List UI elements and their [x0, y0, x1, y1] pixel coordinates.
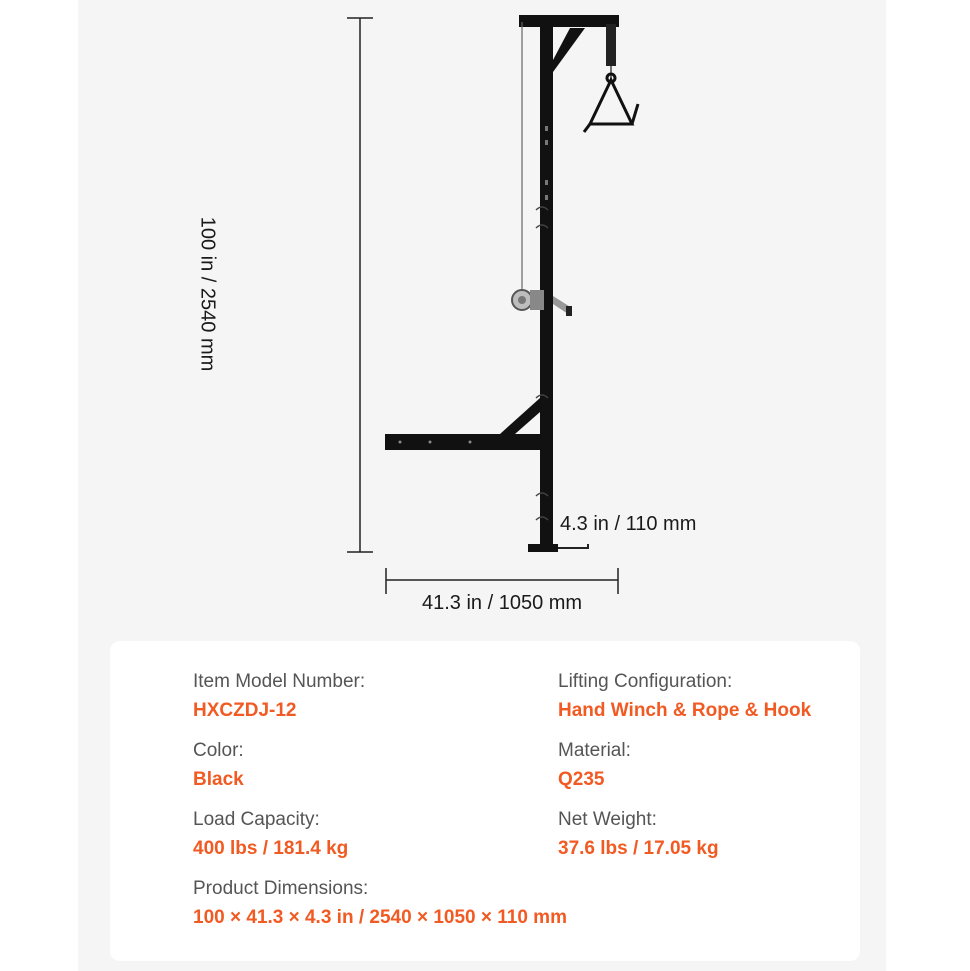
depth-dimension-label: 4.3 in / 110 mm [560, 513, 697, 535]
spec-color-label: Color: [193, 740, 244, 761]
height-dimension-line [347, 18, 373, 552]
spec-dimensions [193, 877, 567, 931]
spec-weight-value: 37.6 lbs / 17.05 kg [558, 838, 719, 859]
hitch-arm [385, 434, 545, 450]
spec-color [193, 739, 244, 793]
spec-material [558, 739, 631, 793]
base-plate [528, 544, 558, 552]
spec-model-value: HXCZDJ-12 [193, 700, 297, 721]
width-dimension-label: 41.3 in / 1050 mm [422, 592, 583, 614]
spec-lifting [558, 670, 811, 724]
spec-load-value: 400 lbs / 181.4 kg [193, 838, 349, 859]
spec-dimensions-label: Product Dimensions: [193, 878, 369, 899]
spec-load-label: Load Capacity: [193, 809, 320, 830]
height-dimension-label: 100 in / 2540 mm [196, 216, 219, 372]
spec-card [110, 641, 860, 961]
top-arm [519, 15, 619, 27]
spec-dimensions-value: 100 × 41.3 × 4.3 in / 2540 × 1050 × 110 mm [193, 907, 567, 928]
spec-model [193, 670, 365, 724]
spec-material-label: Material: [558, 740, 631, 761]
spec-weight-label: Net Weight: [558, 809, 657, 830]
spec-lifting-label: Lifting Configuration: [558, 671, 733, 692]
spec-lifting-value: Hand Winch & Rope & Hook [558, 700, 812, 721]
top-brace [553, 28, 585, 72]
spec-color-value: Black [193, 769, 244, 790]
hitch-brace [500, 398, 540, 434]
width-dimension-line [386, 568, 618, 594]
pulley-bracket [606, 24, 616, 66]
spec-load [193, 808, 348, 862]
spec-weight [558, 808, 719, 862]
base-foot [558, 544, 588, 548]
spec-model-label: Item Model Number: [193, 671, 366, 692]
spec-material-value: Q235 [558, 769, 605, 790]
gambrel-hook [584, 74, 638, 132]
mast [540, 24, 553, 552]
